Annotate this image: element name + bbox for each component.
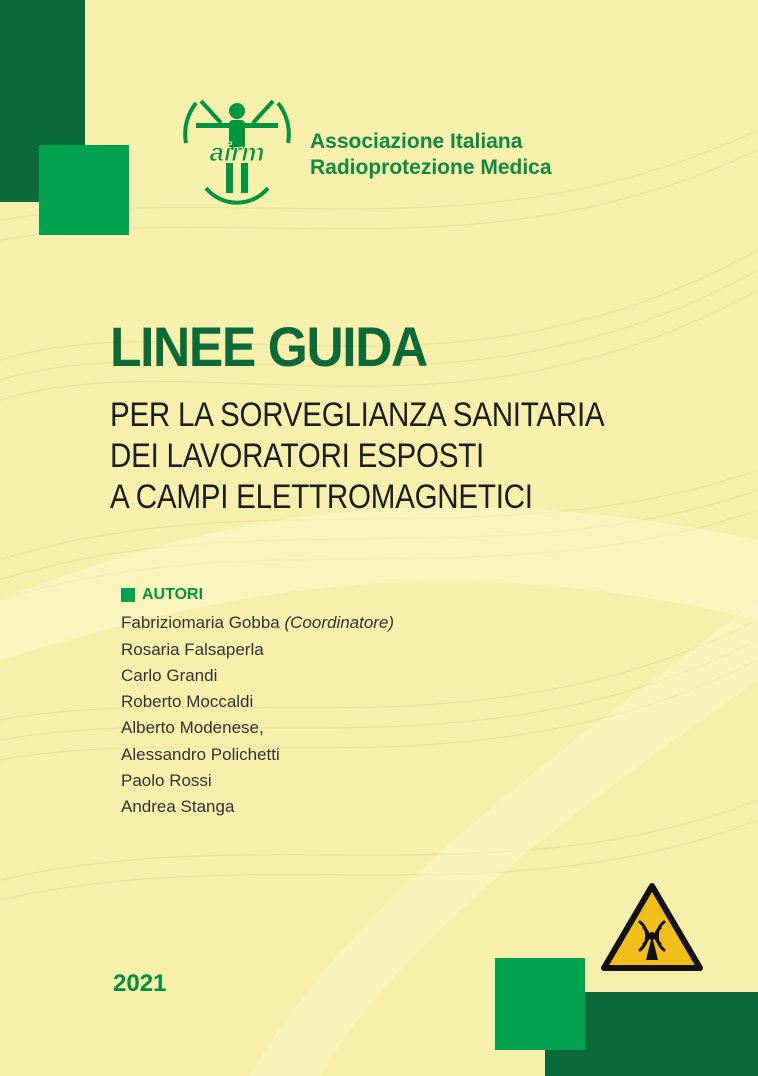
authors-list [121,610,394,820]
author-item: Rosaria Falsaperla [121,639,264,659]
subtitle-line3: A CAMPI ELETTROMAGNETICI [110,478,533,516]
author-item: Andrea Stanga [121,797,235,817]
organization-name-line1: Associazione Italiana [310,130,523,153]
author-item: Alberto Modenese, [121,718,264,738]
non-ionizing-radiation-warning-icon [600,882,704,974]
author-name: Fabriziomaria Gobba [121,613,280,633]
author-item: Carlo Grandi [121,665,218,685]
author-item: Paolo Rossi [121,771,212,791]
decorative-green-square [39,145,129,235]
publication-year: 2021 [113,970,167,997]
author-item [121,610,394,636]
author-item: Alessandro Polichetti [121,744,280,764]
authors-section [121,582,394,821]
organization-name-line2: Radioprotezione Medica [310,156,552,179]
author-item: Roberto Moccaldi [121,692,254,712]
author-role: (Coordinatore) [284,613,395,633]
logo-acronym: airm [209,137,265,167]
authors-heading-label: AUTORI [142,586,204,603]
subtitle-line1: PER LA SORVEGLIANZA SANITARIA [110,396,605,434]
subtitle-line2: DEI LAVORATORI ESPOSTI [110,437,484,475]
organization-name [310,129,552,181]
authors-heading [121,582,394,608]
decorative-green-square [495,958,585,1050]
vitruvian-man-logo-icon [176,93,298,205]
document-title: LINEE GUIDA [110,315,427,378]
square-bullet-icon [121,588,135,602]
document-subtitle [110,395,604,518]
